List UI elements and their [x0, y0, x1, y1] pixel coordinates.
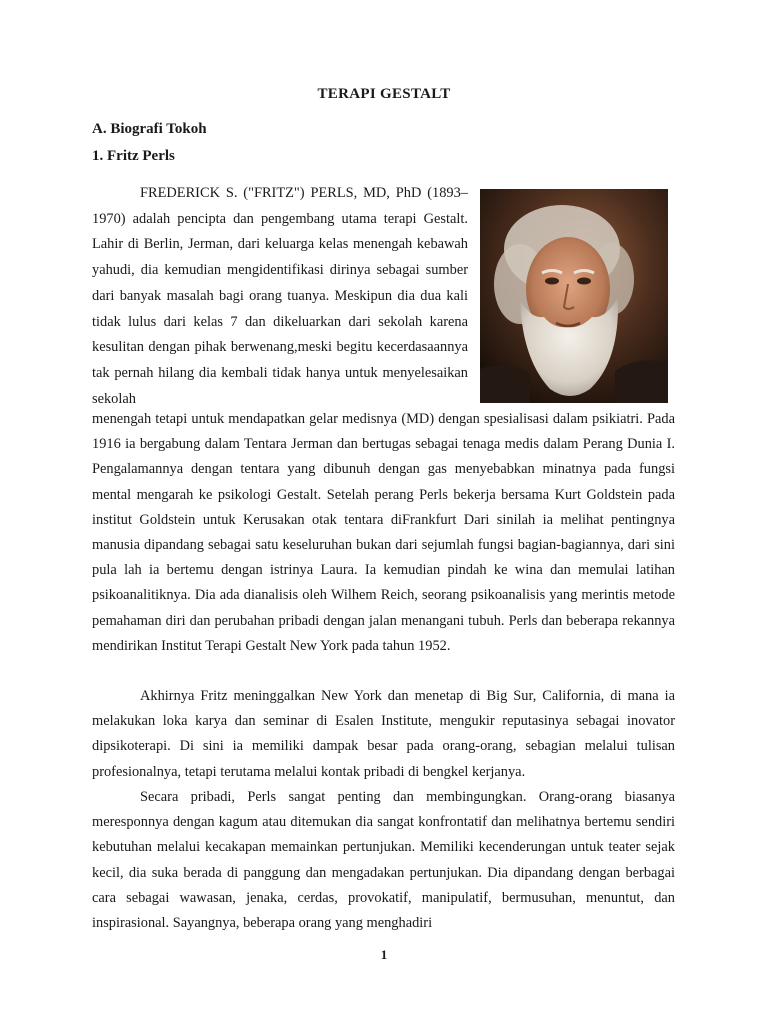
portrait-illustration [480, 189, 668, 403]
section-heading: A. Biografi Tokoh [92, 121, 207, 137]
page-number: 1 [380, 947, 388, 962]
subsection-heading: 1. Fritz Perls [92, 148, 175, 164]
paragraph-3: Secara pribadi, Perls sangat penting dan membingungkan. Orang-orang biasanya meresponnya dengan kagum atau ditemukan dia sangat konfrontatif dan melihatnya bertemu sendiri kebutuhan melalui kecakapan memainkan pertunjukan. Memiliki kecenderungan untuk teater sejak kecil, dia suka berada di panggung dan mengadakan pertunjukan. Dia dipandang dengan berbagai cara sebagai wawasan, jenaka, cerdas, provokatif, manipulatif, bermusuhan, menuntut, dan inspirasional. Sayangnya, beberapa orang yang menghadiri [92, 789, 675, 932]
document-title: TERAPI GESTALT [317, 86, 451, 102]
paragraph-2: Akhirnya Fritz meninggalkan New York dan menetap di Big Sur, California, di mana ia melakukan loka karya dan seminar di Esalen Institute, mengukir reputasinya sebagai inovator dipsikoterapi. Di sini ia memiliki dampak besar pada orang-orang, sebagian melalui tulisan profesionalnya, tetapi terutama melalui kontak pribadi di bengkel kerjanya. [92, 688, 675, 780]
paragraph-1-part-1: FREDERICK S. ("FRITZ") PERLS, MD, PhD (1893–1970) adalah pencipta dan pengembang utama terapi Gestalt. Lahir di Berlin, Jerman, dari keluarga kelas menengah kebawah yahudi, dia kemudian mengidentifikasi dirinya sebagai sumber dari banyak masalah bagi orang tuanya. Meskipun dia dua kali tidak lulus dari kelas 7 dan dikeluarkan dari sekolah karena kesulitan dengan pihak berwenang,meski begitu kecerdasaannya tak pernah hilang dia kembali tidak hanya untuk menyelesaikan sekolah [92, 185, 468, 407]
portrait-photo [480, 189, 668, 403]
paragraph-1-part-2: menengah tetapi untuk mendapatkan gelar medisnya (MD) dengan spesialisasi dalam psikiatri. Pada 1916 ia bergabung dalam Tentara Jerman dan bertugas sebagai tenaga medis dalam Perang Dunia I. Pengalamannya dengan tentara yang dibunuh dengan gas menyebabkan minatnya pada fungsi mental mengarah ke psikologi Gestalt. Setelah perang Perls bekerja bersama Kurt Goldstein pada institut Goldstein untuk Kerusakan otak tentara diFrankfurt Dari sinilah ia melihat pentingnya manusia dipandang sebagai satu keseluruhan bukan dari sejumlah fungsi bagian-bagiannya, dari sini pula lah ia bertemu dengan istrinya Laura. Ia kemudian pindah ke wina dan memulai latihan psikoanalitiknya. Dia ada dianalisis oleh Wilhem Reich, seorang psikoanalisis yang merintis metode pemahaman diri dan perubahan pribadi dengan jalan menangani tubuh. Perls dan beberapa rekannya mendirikan Institut Terapi Gestalt New York pada tahun 1952. [92, 411, 675, 654]
